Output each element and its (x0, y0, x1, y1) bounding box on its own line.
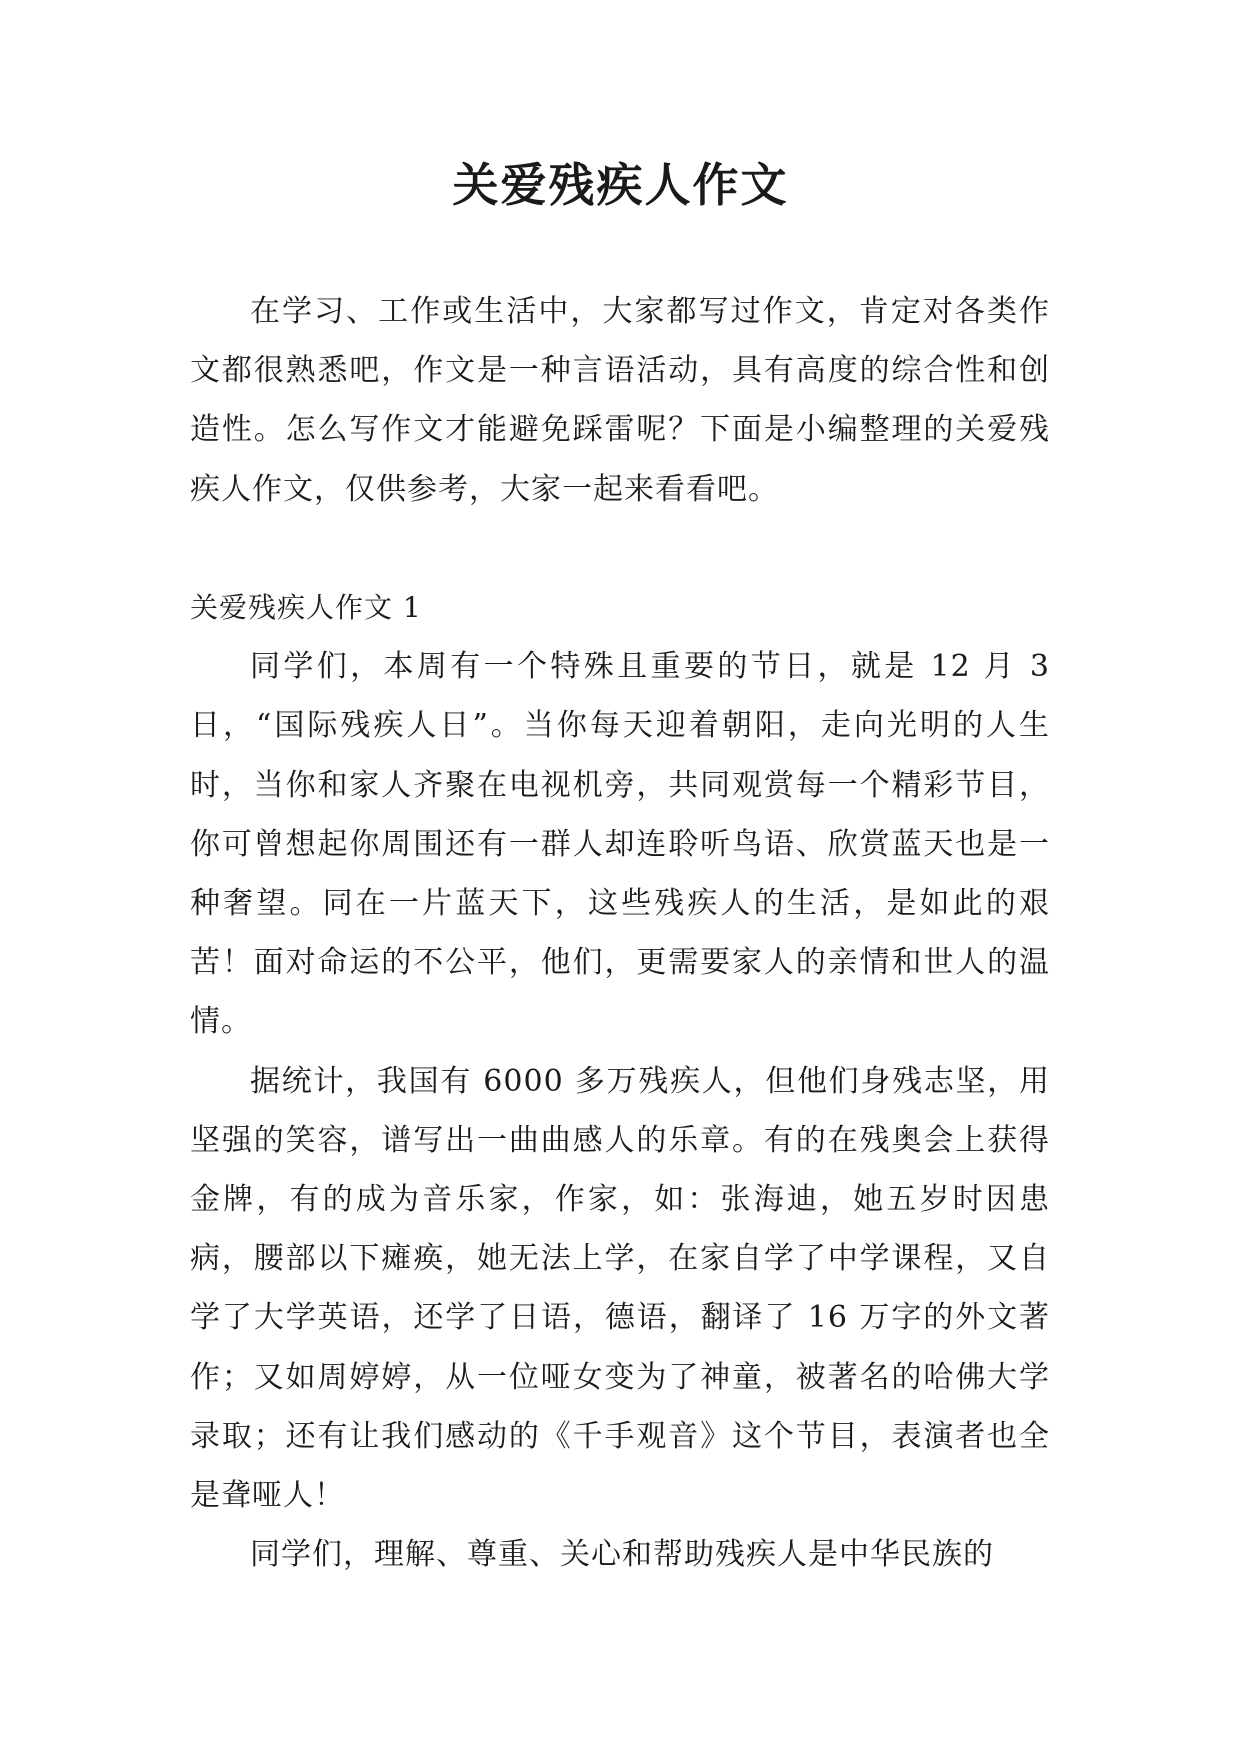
body-paragraph-1: 同学们，本周有一个特殊且重要的节日，就是 12 月 3 日，“国际残疾人日”。当你每天迎着朝阳，走向光明的人生时，当你和家人齐聚在电视机旁，共同观赏每一个精彩节目，你可曾想起你周围还有一群人却连聆听鸟语、欣赏蓝天也是一种奢望。同在一片蓝天下，这些残疾人的生活，是如此的艰苦！面对命运的不公平，他们，更需要家人的亲情和世人的温情。 (190, 649, 1050, 1040)
body-paragraph-2: 据统计，我国有 6000 多万残疾人，但他们身残志坚，用坚强的笑容，谱写出一曲曲感人的乐章。有的在残奥会上获得金牌，有的成为音乐家，作家，如：张海迪，她五岁时因患病，腰部以下瘫痪，她无法上学，在家自学了中学课程，又自学了大学英语，还学了日语，德语，翻译了 16 万字的外文著作；又如周婷婷，从一位哑女变为了神童，被著名的哈佛大学录取；还有让我们感动的《千手观音》这个节目，表演者也全是聋哑人！ (190, 1063, 1050, 1514)
document-body (190, 282, 1050, 1584)
body-paragraph-3: 同学们，理解、尊重、关心和帮助残疾人是中华民族的 (250, 1537, 994, 1573)
document-title: 关爱残疾人作文 (452, 158, 789, 212)
section-heading: 关爱残疾人作文 1 (190, 591, 422, 624)
intro-paragraph: 在学习、工作或生活中，大家都写过作文，肯定对各类作文都很熟悉吧，作文是一种言语活动，具有高度的综合性和创造性。怎么写作文才能避免踩雷呢？下面是小编整理的关爱残疾人作文，仅供参考，大家一起来看看吧。 (190, 294, 1050, 507)
